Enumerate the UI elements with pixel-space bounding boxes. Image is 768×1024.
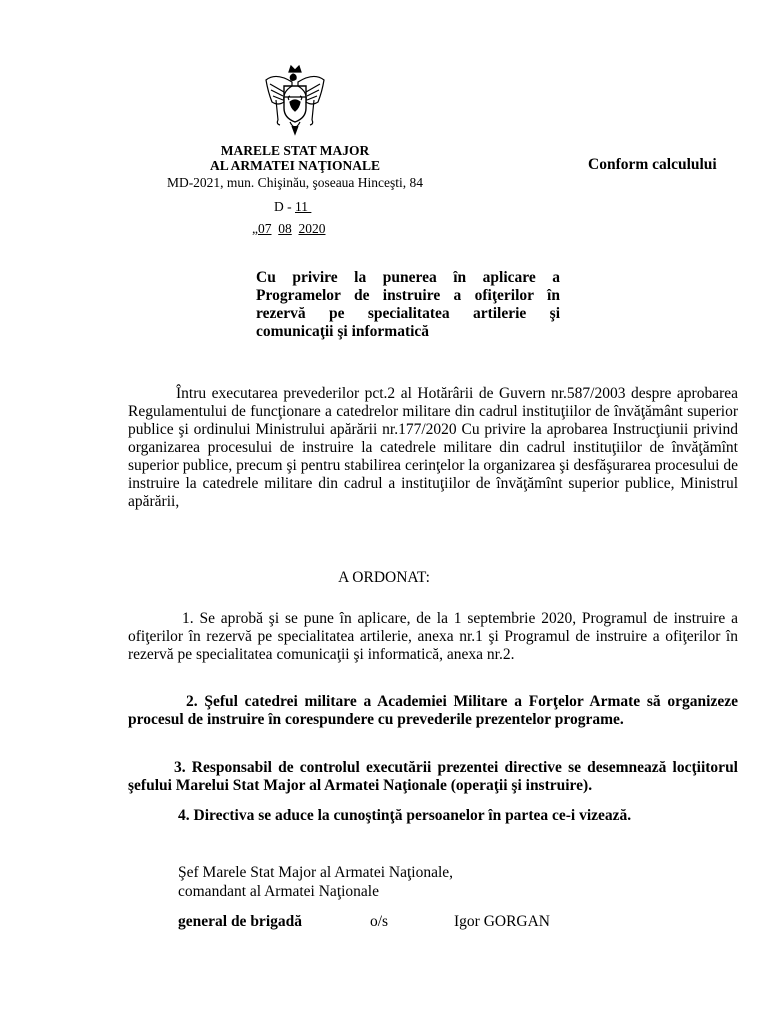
document-number-prefix: D - [274,199,295,214]
signatory-title-line2: comandant al Armatei Naţionale [178,883,379,900]
document-number-value: 11 [295,199,308,214]
signatory-rank: general de brigadă [178,913,302,930]
signature-os: o/s [370,913,389,930]
order-item-3: 3. Responsabil de controlul executării prezentei directive se desemnează locţiitorul şefului Marelui Stat Major al Armatei Naţionale (operaţii şi instruire). [128,759,738,794]
organization-address: MD-2021, mun. Chişinău, şoseaua Hinceşti, 84 [166,175,424,190]
document-subject: Cu privire la punerea în aplicare a Programelor de instruire a ofiţerilor în rezervă pe specialitatea artilerie şi comunicaţii şi informatică [256,269,560,340]
organization-name-line2: AL ARMATEI NAŢIONALE [209,158,381,173]
signatory-name: Igor GORGAN [454,913,551,930]
order-heading: A ORDONAT: [338,569,430,586]
order-item-2: 2. Şeful catedrei militare a Academiei Militare a Forţelor Armate să organizeze procesul de instruire în corespundere cu prevederile prezentelor programe. [128,693,738,728]
date-month: 08 [278,221,292,236]
signature-row [178,913,598,933]
organization-name-line1: MARELE STAT MAJOR [220,143,370,158]
date-quote: „ [252,221,258,236]
intro-paragraph: Întru executarea prevederilor pct.2 al Hotărârii de Guvern nr.587/2003 despre aprobarea Regulamentului de funcţionare a catedrelor militare din cadrul instituţiilor de învăţământ superior publice şi ordinului Ministrului apărării nr.177/2020 Cu privire la aprobarea Instrucţiunii privind organizarea procesului de instruire la catedrele militare din cadrul instituţiilor de învăţămînt superior publice, precum şi pentru stabilirea cerinţelor la organizarea şi desfăşurarea procesului de instruire la catedrele militare din cadrul a instituţiilor de învăţămînt superior publice, Ministrul apărării, [128,385,738,510]
signatory-title-line1: Şef Marele Stat Major al Armatei Naţionale, [178,864,454,881]
date-day: 07 [258,221,272,236]
order-item-1: 1. Se aprobă şi se pune în aplicare, de la 1 septembrie 2020, Programul de instruire a ofiţerilor în rezervă pe specialitatea artilerie, anexa nr.1 şi Programul de instruire a ofiţerilor în rezervă pe specialitatea comunicaţii şi informatică, anexa nr.2. [128,610,738,663]
document-date [252,221,326,237]
document-number [274,199,311,215]
order-item-4: 4. Directiva se aduce la cunoştinţă persoanelor în partea ce-i vizează. [178,807,632,824]
organization-name [140,143,450,173]
date-year: 2020 [298,221,326,236]
conform-note: Conform calculului [588,156,717,173]
coat-of-arms-emblem [262,62,328,144]
signatory-title [178,863,453,901]
